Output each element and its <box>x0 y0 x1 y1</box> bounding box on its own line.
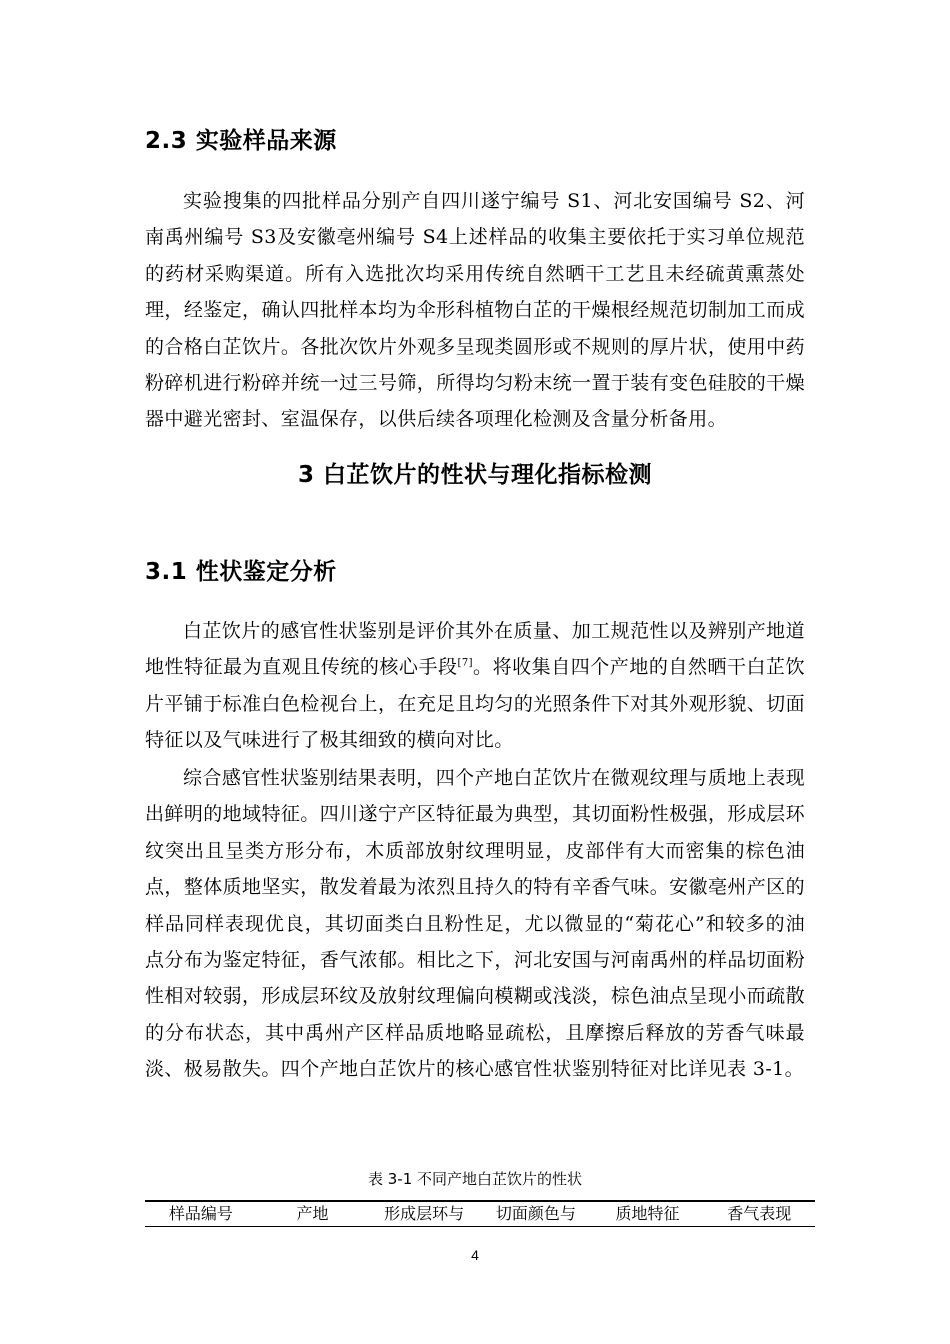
paragraph-sensory-results: 综合感官性状鉴别结果表明，四个产地白芷饮片在微观纹理与质地上表现出鲜明的地域特征。四川遂宁产区特征最为典型，其切面粉性极强，形成层环纹突出且呈类方形分布，木质部放射纹理明显，皮部伴有大而密集的棕色油点，整体质地坚实，散发着最为浓烈且持久的特有辛香气味。安徽亳州产区的样品同样表现优良，其切面类白且粉性足，尤以微显的“菊花心”和较多的油点分布为鉴定特征，香气浓郁。相比之下，河北安国与河南禹州的样品切面粉性相对较弱，形成层环纹及放射纹理偏向模糊或浅淡，棕色油点呈现小而疏散的分布状态，其中禹州产区样品质地略显疏松，且摩擦后释放的芳香气味最淡、极易散失。四个产地白芷饮片的核心感官性状鉴别特征对比详见表 3-1。 <box>145 767 805 1081</box>
table-caption: 表 3-1 不同产地白芷饮片的性状 <box>367 1170 583 1188</box>
table-header-cell: 香气表现 <box>727 1204 792 1223</box>
section-heading-2-3: 2.3 实验样品来源 <box>145 128 337 154</box>
table-header-cell: 质地特征 <box>615 1204 680 1223</box>
paragraph-sample-source: 实验搜集的四批样品分别产自四川遂宁编号 S1、河北安国编号 S2、河南禹州编号 S3及安徽亳州编号 S4上述样品的收集主要依托于实习单位规范的药材采购渠道。所有入选批次均采用传统自然晒干工艺且未经硫黄熏蒸处理，经鉴定，确认四批样本均为伞形科植物白芷的干燥根经规范切制加工而成的合格白芷饮片。各批次饮片外观多呈现类圆形或不规则的厚片状，使用中药粉碎机进行粉碎并统一过三号筛，所得均匀粉末统一置于装有变色硅胶的干燥器中避光密封、室温保存，以供后续各项理化检测及含量分析备用。 <box>145 190 805 431</box>
chapter-heading-3: 3 白芷饮片的性状与理化指标检测 <box>297 462 652 488</box>
table-header-cell: 样品编号 <box>168 1204 233 1223</box>
paragraph-sensory-method-text-a: 白芷饮片的感官性状鉴别是评价其外在质量、加工规范性以及辨别产地道地性特征最为直观且传统的核心手段 <box>145 620 805 679</box>
section-heading-3-1: 3.1 性状鉴定分析 <box>145 559 337 585</box>
table-header-cell: 切面颜色与 <box>495 1204 576 1223</box>
paragraph-sensory-method <box>145 613 805 759</box>
table-header-row <box>145 1202 815 1227</box>
page-number: 4 <box>471 1247 479 1263</box>
table-header-cell: 产地 <box>296 1204 329 1223</box>
citation-ref: [7] <box>457 658 473 670</box>
paragraph-sensory-method-text-b: 。将收集自四个产地的自然晒干白芷饮片平铺于标准白色检视台上，在充足且均匀的光照条件下对其外观形貌、切面特征以及气味进行了极其细致的横向对比。 <box>145 656 805 752</box>
table-header-cell: 形成层环与 <box>384 1204 465 1223</box>
traits-table <box>145 1200 815 1227</box>
